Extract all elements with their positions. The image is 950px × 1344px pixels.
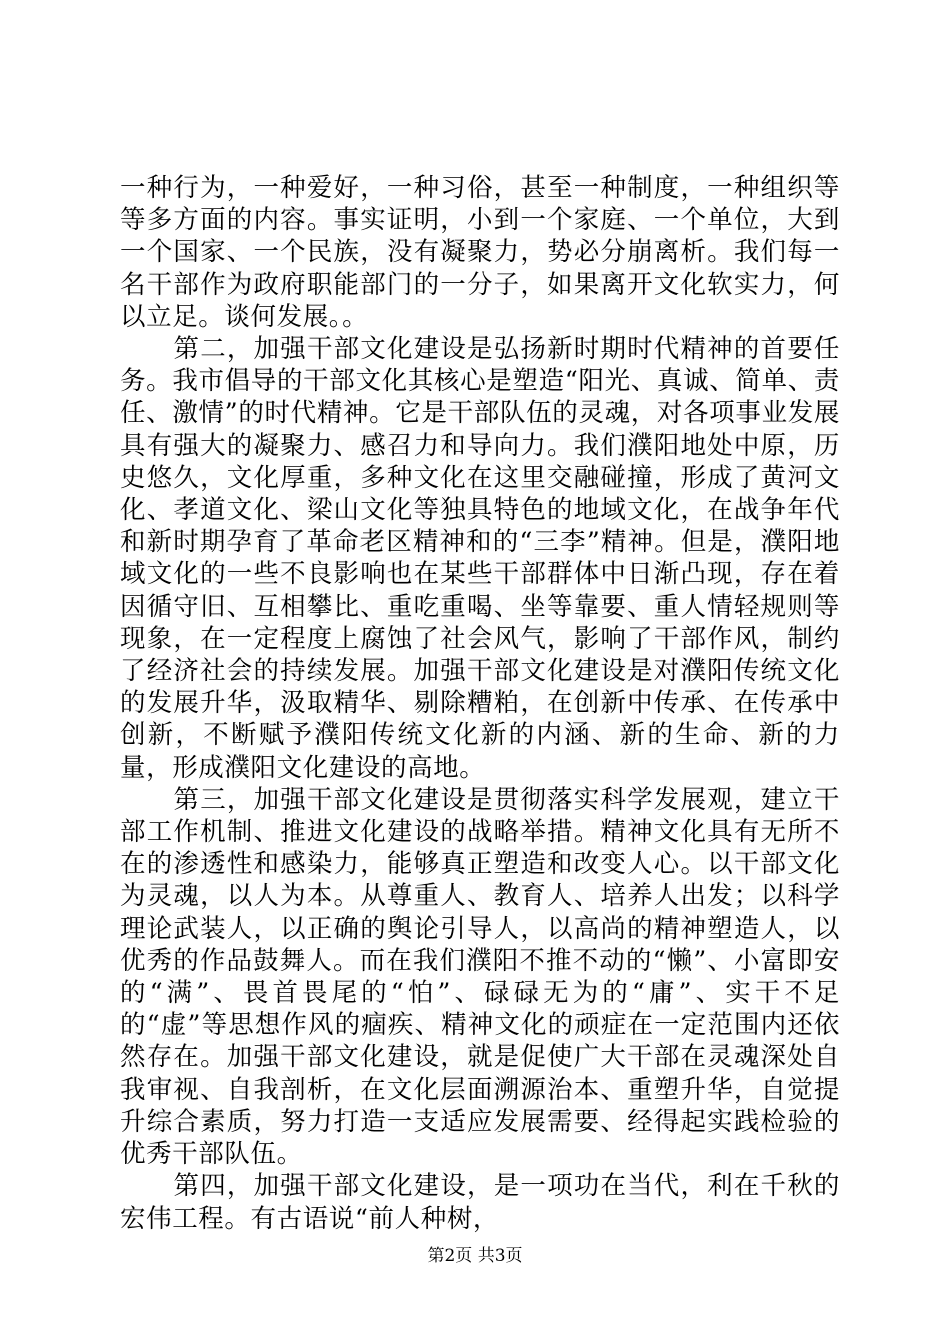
paragraph-continuation: 一种行为，一种爱好，一种习俗，甚至一种制度，一种组织等等多方面的内容。事实证明，小到一个家庭、一个单位，大到一个国家、一个民族，没有凝聚力，势必分崩离析。我们每一名干部作为政府职能部门的一分子，如果离开文化软实力，何以立足。谈何发展。。 [120, 173, 840, 332]
body-text [120, 172, 840, 1235]
paragraph-third-point: 第三，加强干部文化建设是贯彻落实科学发展观，建立干部工作机制、推进文化建设的战略举措。精神文化具有无所不在的渗透性和感染力，能够真正塑造和改变人心。以干部文化为灵魂，以人为本。从尊重人、教育人、培养人出发；以科学理论武装人，以正确的舆论引导人，以高尚的精神塑造人，以优秀的作品鼓舞人。而在我们濮阳不推不动的“懒”、小富即安的“满”、畏首畏尾的“怕”、碌碌无为的“庸”、实干不足的“虚”等思想作风的痼疾、精神文化的顽症在一定范围内还依然存在。加强干部文化建设，就是促使广大干部在灵魂深处自我审视、自我剖析，在文化层面溯源治本、重塑升华，自觉提升综合素质，努力打造一支适应发展需要、经得起实践检验的优秀干部队伍。 [120, 784, 840, 1170]
paragraph-second-point: 第二，加强干部文化建设是弘扬新时期时代精神的首要任务。我市倡导的干部文化其核心是塑造“阳光、真诚、简单、责任、激情”的时代精神。它是干部队伍的灵魂，对各项事业发展具有强大的凝聚力、感召力和导向力。我们濮阳地处中原，历史悠久，文化厚重，多种文化在这里交融碰撞，形成了黄河文化、孝道文化、梁山文化等独具特色的地域文化，在战争年代和新时期孕育了革命老区精神和的“三李”精神。但是，濮阳地域文化的一些不良影响也在某些干部群体中日渐凸现，存在着因循守旧、互相攀比、重吃重喝、坐等靠要、重人情轻规则等现象，在一定程度上腐蚀了社会风气，影响了干部作风，制约了经济社会的持续发展。加强干部文化建设是对濮阳传统文化的发展升华，汲取精华、剔除糟粕，在创新中传承、在传承中创新，不断赋予濮阳传统文化新的内涵、新的生命、新的力量，形成濮阳文化建设的高地。 [120, 334, 840, 783]
paragraph-fourth-point: 第四，加强干部文化建设，是一项功在当代，利在千秋的宏伟工程。有古语说“前人种树， [120, 1171, 840, 1234]
page-footer: 第2页 共3页 [427, 1246, 523, 1266]
